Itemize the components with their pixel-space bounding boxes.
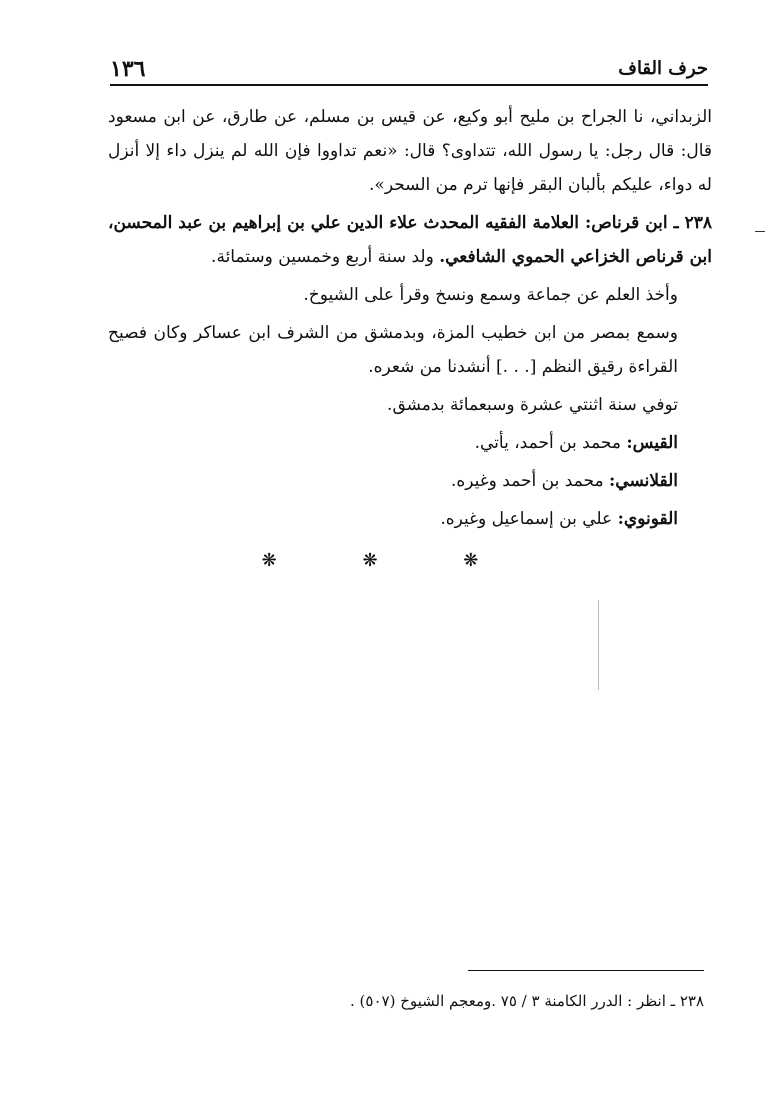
cross-reference-text: محمد بن أحمد وغيره. [450, 471, 609, 491]
paragraph-study: وأخذ العلم عن جماعة وسمع ونسخ وقرأ على الشيوخ. [303, 285, 678, 305]
cross-reference-term: القلانسي: [609, 471, 678, 491]
cross-reference-text: علي بن إسماعيل وغيره. [440, 509, 618, 529]
cross-reference-text: محمد بن أحمد، يأتي. [474, 433, 627, 453]
entry-title: ٢٣٨ ـ ابن قرناص: العلامة الفقيه المحدث علاء الدين علي بن إبراهيم بن عبد المحسن، ابن قرناص الخزاعي الحموي الشافعي. [108, 213, 712, 267]
cross-reference-term: القيس: [626, 433, 678, 453]
paragraph-hadith: الزبداني، نا الجراح بن مليح أبو وكيع، عن قيس بن مسلم، عن طارق، عن ابن مسعود قال: قال رجل: يا رسول الله، تتداوى؟ قال: «نعم تداووا فإن الله لم ينزل داء إلا أنزل له دواء، عليكم بألبان البقر فإنها ترم من السحر». [108, 107, 712, 195]
cross-reference-qunawi [108, 502, 712, 536]
footnote: ٢٣٨ ـ انظر : الدرر الكامنة ٣ / ٧٥ .ومعجم الشيوخ (٥٠٧) . [350, 992, 704, 1010]
main-text [108, 100, 712, 578]
paragraph-hearing: وسمع بمصر من ابن خطيب المزة، وبدمشق من الشرف ابن عساكر وكان فصيح القراءة رقيق النظم [. . .] أنشدنا من شعره. [108, 323, 678, 377]
section-end-ornament: ❋ ❋ ❋ [261, 550, 519, 571]
page-header [110, 52, 708, 84]
footnote-rule [468, 970, 704, 971]
cross-reference-qalanisi [108, 464, 712, 498]
entry-birth: ولد سنة أربع وخمسين وستمائة. [211, 247, 440, 267]
header-rule [110, 84, 708, 86]
running-head: حرف القاف [618, 58, 708, 79]
cross-reference-term: القونوي: [617, 509, 678, 529]
page-number: ١٣٦ [110, 56, 146, 82]
margin-mark [755, 231, 765, 232]
paragraph-death: توفي سنة اثنتي عشرة وسبعمائة بدمشق. [387, 395, 678, 415]
cross-reference-qays [108, 426, 712, 460]
entry-238 [108, 206, 712, 274]
scan-fold-line [598, 600, 599, 690]
